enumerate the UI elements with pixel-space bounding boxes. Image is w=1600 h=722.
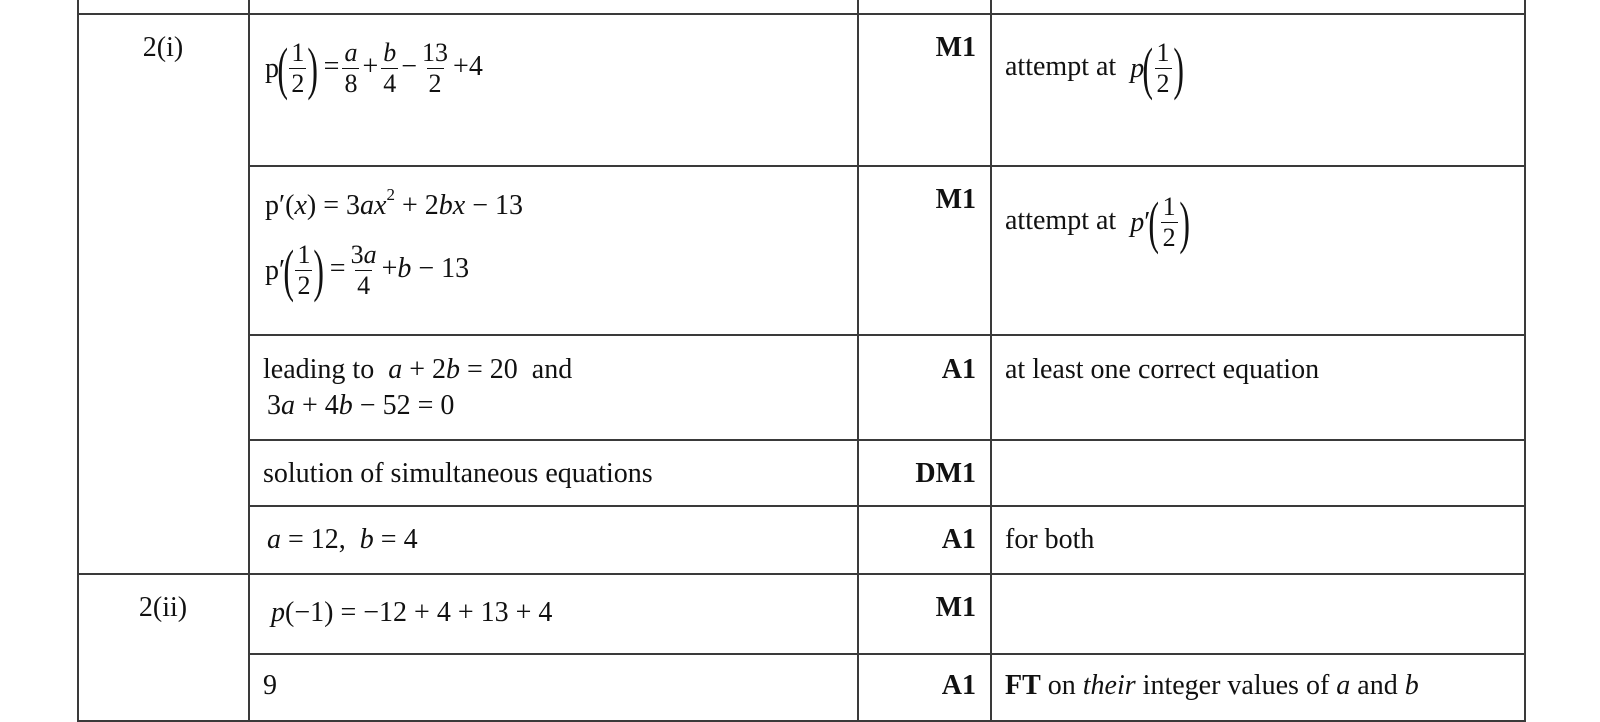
row-divider	[248, 439, 1524, 441]
question-number: 2(i)	[142, 32, 184, 63]
answer-expression: p(−1) = −12 + 4 + 13 + 4	[271, 597, 553, 628]
mark-code: A1	[941, 524, 976, 555]
guidance-note: for both	[1005, 524, 1095, 555]
question-number: 2(ii)	[138, 592, 188, 623]
column-divider	[857, 0, 859, 722]
guidance-note: at least one correct equation	[1005, 354, 1320, 385]
row-divider	[77, 13, 1524, 15]
column-divider	[990, 0, 992, 722]
row-divider	[77, 720, 1524, 722]
answer-expression: $p'(x) = 3ax^2 + 2bx - 13$	[265, 185, 523, 221]
row-divider	[248, 505, 1524, 507]
mark-code: M1	[935, 592, 976, 623]
answer-text: 9	[263, 670, 277, 701]
row-divider	[248, 334, 1524, 336]
answer-text: solution of simultaneous equations	[263, 458, 653, 489]
column-divider	[1524, 0, 1526, 722]
answer-expression: leading to a + 2b = 20 and	[263, 354, 573, 385]
guidance-note: attempt at p ( $\frac{1}{2}$ )	[1005, 35, 1184, 101]
mark-code: M1	[935, 184, 976, 215]
answer-expression: p′ ( $\frac{1}{2}$ ) = $\frac{3a}{4}$ +b − 13	[265, 237, 470, 303]
column-divider	[77, 0, 79, 722]
mark-code: DM1	[915, 458, 976, 489]
mark-code: A1	[941, 670, 976, 701]
row-divider	[77, 573, 1524, 575]
mark-code: A1	[941, 354, 976, 385]
answer-expression: a = 12, b = 4	[267, 524, 418, 555]
row-divider	[248, 165, 1524, 167]
answer-expression: 3a + 4b − 52 = 0	[267, 390, 455, 421]
guidance-note: FT on their integer values of a and b	[1005, 670, 1419, 701]
answer-expression: p ( $\frac{1}{2}$ ) = $\frac{a}{8}$ + $\frac{b}{4}$ − $\frac{13}{2}$ +4	[265, 35, 483, 101]
mark-code: M1	[935, 32, 976, 63]
row-divider	[248, 653, 1524, 655]
column-divider	[248, 0, 250, 722]
guidance-note: attempt at p ′ ( $\frac{1}{2}$ )	[1005, 189, 1190, 255]
